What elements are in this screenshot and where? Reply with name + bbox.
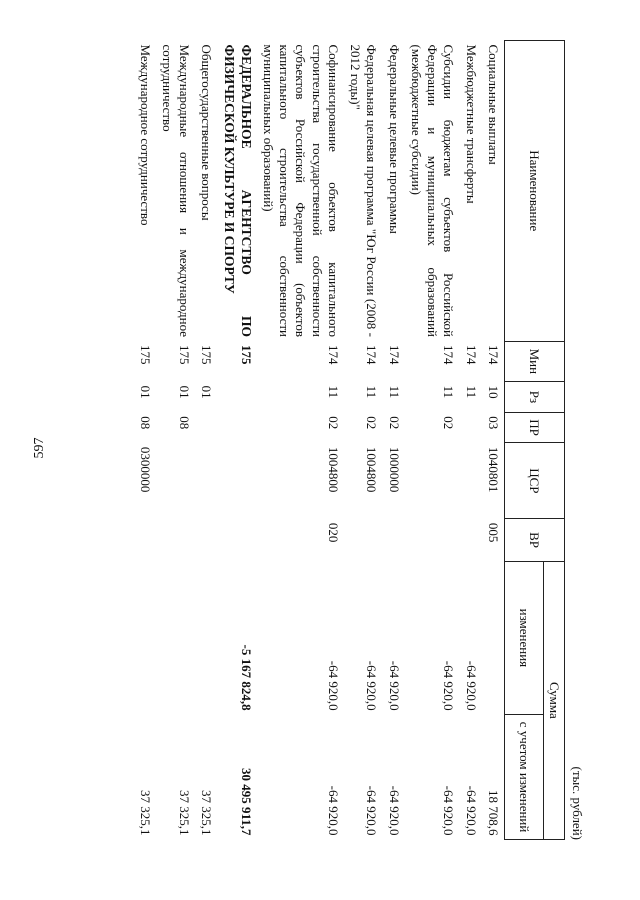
row-min: 175 — [238, 345, 254, 365]
row-total: -64 920,0 — [441, 785, 457, 836]
row-min: 175 — [176, 345, 192, 365]
row-name: Субсидии бюджетам субъектов Российской Федерации и муниципальных образований (межбюджетные субсидии) — [409, 44, 457, 338]
row-pr: 02 — [386, 416, 402, 430]
row-total: 30 495 911,7 — [238, 767, 254, 836]
row-pr: 08 — [176, 416, 192, 430]
row-min: 174 — [463, 345, 479, 365]
header-min: Мин — [505, 341, 565, 382]
row-rz: 11 — [386, 385, 402, 399]
row-csr — [156, 443, 195, 519]
row-change: -5 167 824,8 — [238, 644, 254, 711]
header-rz: Рз — [505, 382, 565, 413]
row-csr — [195, 443, 217, 519]
row-change: -64 920,0 — [441, 660, 457, 711]
row-name: Софинансирование объектов капитального строительства государственной собственности субъектов Российской Федерации (объектов капитального строительства собственности муниципальных образований) — [261, 44, 341, 338]
row-min: 174 — [364, 345, 380, 365]
row-name: Федеральные целевые программы — [386, 44, 402, 234]
row-min: 174 — [326, 345, 341, 365]
table-row — [156, 41, 195, 840]
row-vr — [460, 519, 482, 561]
row-name: Общегосударственные вопросы — [199, 44, 214, 221]
header-name: Наименование — [505, 41, 565, 342]
header-sum: Сумма — [544, 561, 565, 839]
table-row — [134, 41, 156, 840]
row-min: 174 — [386, 345, 402, 365]
row-name: Международное сотрудничество — [138, 44, 154, 226]
row-csr: 1040801 — [486, 446, 501, 493]
table-row — [217, 41, 257, 840]
table-row — [405, 41, 460, 840]
row-pr: 03 — [486, 416, 501, 430]
row-rz: 11 — [463, 385, 479, 399]
row-vr — [405, 519, 460, 561]
row-csr — [405, 443, 460, 519]
header-with-changes: с учетом изменений — [505, 715, 544, 840]
row-name: Международные отношения и международное сотрудничество — [160, 44, 192, 338]
row-name: Федеральная целевая программа "Юг России (2008 - 2012 годы)" — [348, 44, 380, 338]
row-pr — [195, 412, 217, 443]
row-csr: 1000000 — [386, 446, 402, 493]
row-change: -64 920,0 — [326, 660, 341, 711]
row-change — [134, 561, 156, 714]
header-pr: ПР — [505, 412, 565, 443]
table-row — [344, 41, 383, 840]
row-min: 174 — [486, 345, 501, 365]
row-vr: 020 — [326, 522, 341, 543]
row-vr — [344, 519, 383, 561]
table-row — [195, 41, 217, 840]
row-min: 175 — [199, 345, 214, 365]
table-row — [383, 41, 405, 840]
row-vr: 005 — [486, 522, 501, 543]
row-min: 174 — [441, 345, 457, 365]
row-rz: 01 — [199, 385, 214, 399]
row-rz — [217, 382, 257, 413]
row-csr: 1004800 — [364, 446, 380, 493]
page-number: 597 — [32, 437, 47, 459]
row-csr: 1004800 — [326, 446, 341, 493]
table-body — [134, 41, 505, 840]
budget-table — [134, 40, 565, 840]
row-total: -64 920,0 — [386, 785, 402, 836]
row-change: -64 920,0 — [364, 660, 380, 711]
row-vr — [383, 519, 405, 561]
row-csr — [217, 443, 257, 519]
row-rz: 01 — [138, 385, 154, 399]
row-csr — [460, 443, 482, 519]
row-vr — [195, 519, 217, 561]
row-total: 37 325,1 — [199, 790, 214, 836]
header-changes: изменения — [505, 561, 544, 714]
row-pr: 02 — [326, 416, 341, 430]
rotated-table-frame — [85, 40, 605, 840]
row-rz: 10 — [486, 385, 501, 399]
row-change — [195, 561, 217, 714]
row-name: Межбюджетные трансферты — [463, 44, 479, 204]
row-change: -64 920,0 — [386, 660, 402, 711]
header-csr: ЦСР — [505, 443, 565, 519]
row-total: -64 920,0 — [463, 785, 479, 836]
row-pr: 08 — [138, 416, 154, 430]
row-pr — [460, 412, 482, 443]
row-pr — [217, 412, 257, 443]
table-row — [482, 41, 505, 840]
row-vr — [217, 519, 257, 561]
row-csr: 0300000 — [138, 446, 154, 493]
table-row — [257, 41, 344, 840]
row-min: 175 — [138, 345, 154, 365]
row-name: Социальные выплаты — [486, 44, 501, 165]
header-vr: ВР — [505, 519, 565, 561]
row-change — [482, 561, 505, 714]
row-total: -64 920,0 — [364, 785, 380, 836]
row-change — [156, 561, 195, 714]
row-pr: 02 — [441, 416, 457, 430]
row-total: 18 708,6 — [486, 790, 501, 836]
row-rz: 11 — [441, 385, 457, 399]
row-vr — [156, 519, 195, 561]
table-row — [460, 41, 482, 840]
row-rz: 11 — [364, 385, 380, 399]
row-vr — [134, 519, 156, 561]
row-rz: 01 — [176, 385, 192, 399]
row-pr: 02 — [364, 416, 380, 430]
units-note: (тыс. рублей) — [570, 766, 585, 840]
row-change: -64 920,0 — [463, 660, 479, 711]
row-name: ФЕДЕРАЛЬНОЕ АГЕНТСТВО ПО ФИЗИЧЕСКОЙ КУЛЬТУРЕ И СПОРТУ — [221, 44, 254, 338]
row-total: 37 325,1 — [138, 790, 154, 836]
row-rz: 11 — [326, 385, 341, 399]
row-total: 37 325,1 — [176, 790, 192, 836]
row-total: -64 920,0 — [326, 785, 341, 836]
